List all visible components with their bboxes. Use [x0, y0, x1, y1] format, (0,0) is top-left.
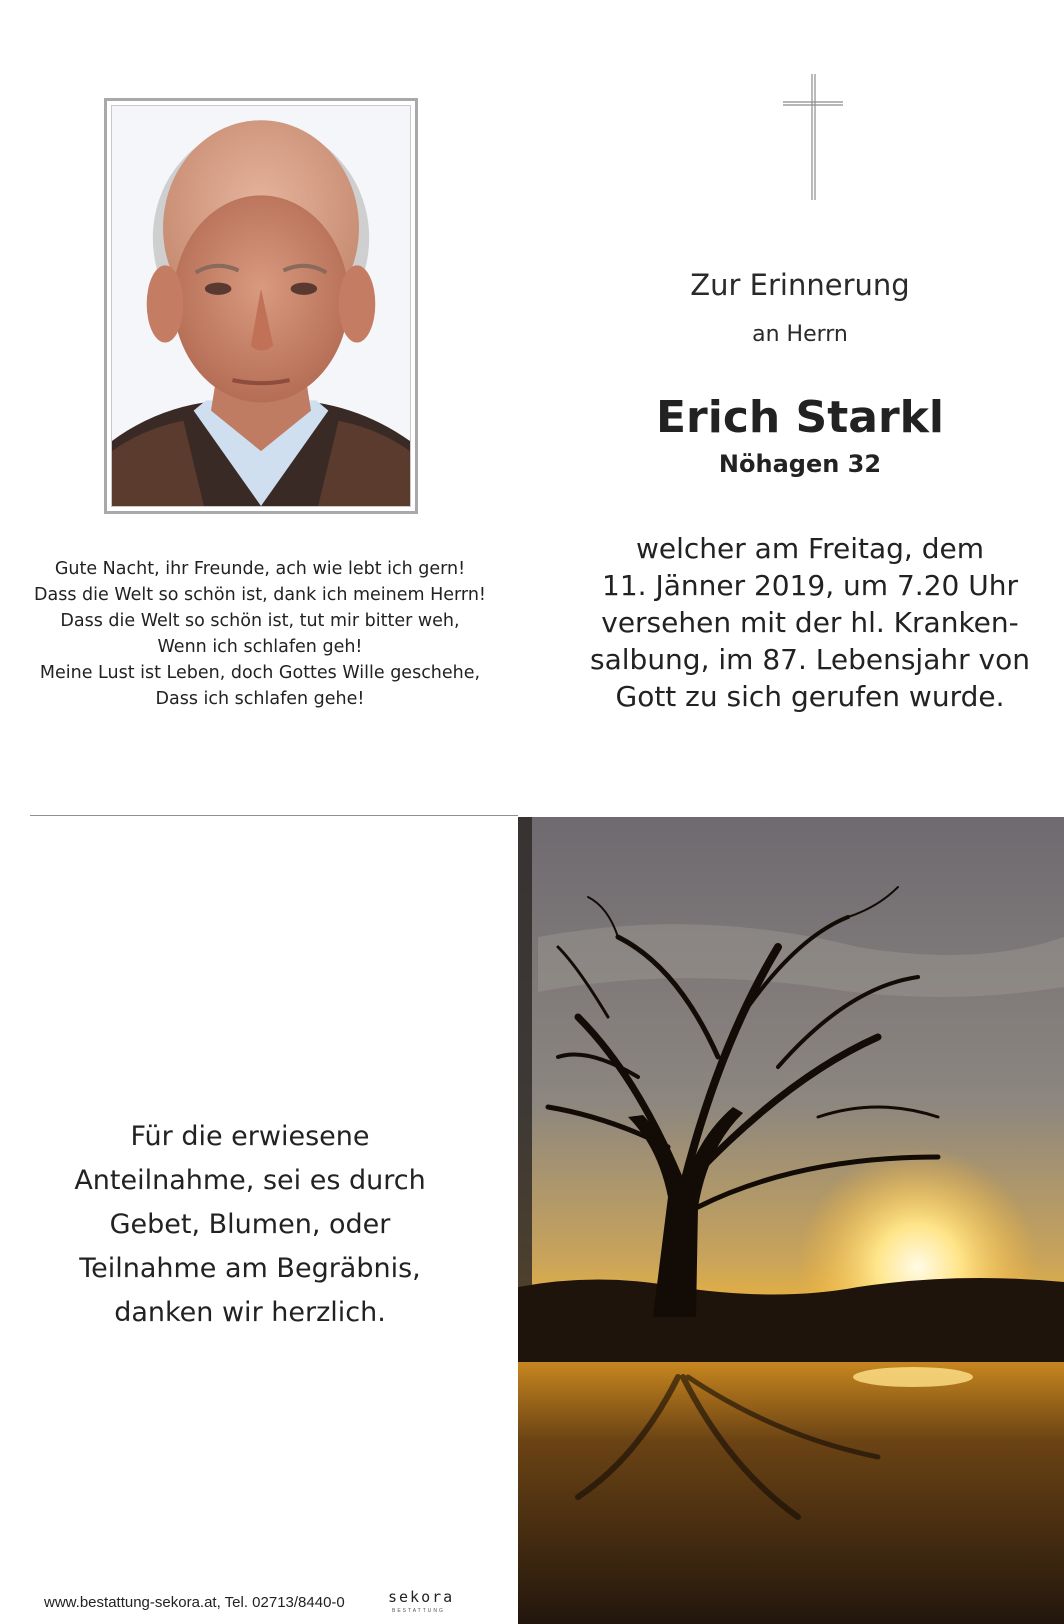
remembrance-panel: [540, 0, 1064, 815]
funeral-home-contact: www.bestattung-sekora.at, Tel. 02713/8440-0: [44, 1594, 345, 1611]
fold-divider: [30, 815, 518, 816]
notice-line: versehen mit der hl. Kranken-: [601, 606, 1019, 639]
notice-line: 11. Jänner 2019, um 7.20 Uhr: [602, 569, 1018, 602]
thanks-line: Gebet, Blumen, oder: [109, 1209, 391, 1240]
poem-line: Dass die Welt so schön ist, dank ich meinem Herrn!: [34, 585, 486, 605]
portrait-photo: [112, 106, 410, 506]
thanks-text: [0, 1115, 500, 1335]
poem-line: Wenn ich schlafen geh!: [157, 637, 363, 657]
poem-line: Dass ich schlafen gehe!: [155, 689, 365, 709]
remembrance-title: Zur Erinnerung: [690, 268, 910, 302]
deceased-name: Erich Starkl: [655, 392, 945, 443]
death-notice-text: [540, 530, 1064, 715]
notice-line: salbung, im 87. Lebensjahr von: [590, 643, 1030, 676]
thanks-line: Teilnahme am Begräbnis,: [79, 1253, 421, 1284]
farewell-poem: [0, 556, 520, 712]
notice-line: welcher am Freitag, dem: [636, 532, 984, 565]
thanks-panel: [0, 815, 518, 1624]
portrait-frame: [104, 98, 418, 514]
thanks-line: Anteilnahme, sei es durch: [74, 1165, 426, 1196]
notice-line: Gott zu sich gerufen wurde.: [615, 680, 1005, 713]
funeral-home-logo: sekora: [388, 1588, 455, 1606]
poem-line: Meine Lust ist Leben, doch Gottes Wille geschehe,: [39, 663, 481, 683]
poem-line: Dass die Welt so schön ist, tut mir bitter weh,: [60, 611, 460, 631]
thanks-line: danken wir herzlich.: [114, 1297, 386, 1328]
poem-line: Gute Nacht, ihr Freunde, ach wie lebt ich gern!: [54, 559, 466, 579]
sunset-tree-photo: [518, 817, 1064, 1624]
thanks-line: Für die erwiesene: [130, 1121, 370, 1152]
deceased-address: Nöhagen 32: [718, 450, 882, 478]
remembrance-subtitle: an Herrn: [752, 322, 848, 347]
funeral-home-logo-subtitle: BESTATTUNG: [392, 1608, 445, 1614]
portrait-panel: [0, 0, 540, 815]
cross-icon: [777, 72, 847, 202]
